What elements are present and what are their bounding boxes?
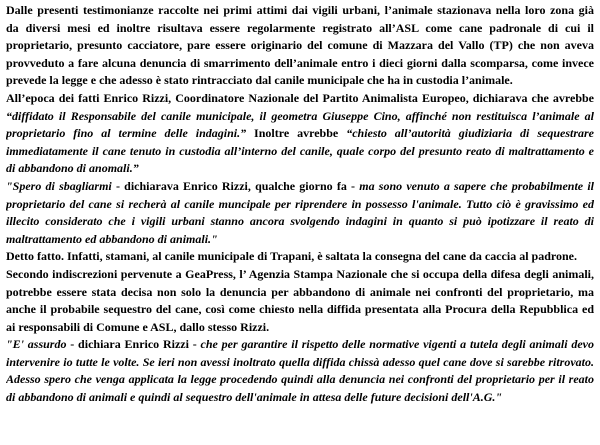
text-line xyxy=(6,231,594,249)
text-line xyxy=(6,213,594,231)
quote-segment: illecito considerato che i vigili urbani stanno ancora svolgendo indagini in quanto si può ipotizzare il reato di xyxy=(6,214,594,229)
quote-segment: di abbandono di animali e quindi al sequestro dell'animale in attesa delle future decisioni dell'A.G." xyxy=(6,390,503,405)
text-line xyxy=(6,160,594,178)
paragraph-p4 xyxy=(6,248,594,266)
text-line xyxy=(6,143,594,161)
text-line xyxy=(6,2,594,20)
text-segment: provveduto a fare alcuna denuncia di smarrimento dell’animale entro i dieci giorni dalla scomparsa, come invece xyxy=(6,55,594,70)
text-line xyxy=(6,301,594,319)
text-line xyxy=(6,284,594,302)
quote-segment: proprietario del cane si recherà al canile muncipale per riprendere in possesso l'animale. Tutto ciò è gravissimo ed xyxy=(6,196,594,211)
text-line xyxy=(6,196,594,214)
text-line xyxy=(6,55,594,73)
text-segment: ai responsabili di Comune e ASL, dallo stesso Rizzi. xyxy=(6,319,270,334)
text-line xyxy=(6,178,594,196)
text-line xyxy=(6,248,594,266)
text-segment: potrebbe essere stata decisa non solo la denuncia per abbandono di animale nei confronti del proprietario, ma xyxy=(6,284,594,299)
quote-segment: maltrattamento ed abbandono di animali." xyxy=(6,231,218,246)
text-segment: - dichiara Enrico Rizzi - xyxy=(66,337,201,352)
quote-segment: “diffidato il Responsabile del canile municipale, il geometra Giuseppe Cino, affinché non restituisca l’animale al xyxy=(6,108,594,123)
quote-segment: "E' assurdo xyxy=(6,337,67,352)
quote-segment: "Spero di sbagliarmi xyxy=(6,178,112,193)
text-segment: Dalle presenti testimonianze raccolte nei primi attimi dai vigili urbani, l’animale stazionava nella loro zona già xyxy=(6,3,594,17)
text-line xyxy=(6,108,594,126)
paragraph-p1 xyxy=(6,2,594,90)
text-segment: anche il probabile sequestro del cane, così come chiesto nella diffida presentata alla Procura della Repubblica ed xyxy=(6,302,594,317)
paragraph-p3 xyxy=(6,178,594,248)
quote-segment: Adesso spero che venga applicata la legge procedendo quindi alla denuncia nei confronti del proprietario per il reato xyxy=(6,372,594,387)
text-segment: - dichiarava Enrico Rizzi, qualche giorno fa - xyxy=(111,178,360,193)
text-line xyxy=(6,371,594,389)
quote-segment: intervenire io tutte le volte. Se ieri non avessi inoltrato quella diffida chissà adesso quel cane dove si sarebbe ritrovato. xyxy=(6,354,594,369)
text-line xyxy=(6,354,594,372)
text-segment: All’epoca dei fatti Enrico Rizzi, Coordinatore Nazionale del Partito Animalista Europeo, dichiarava che avrebbe xyxy=(6,90,594,105)
text-segment: Inoltre avrebbe xyxy=(246,126,347,141)
text-segment: prevede la legge e che adesso è stato rintracciato dal canile municipale che ha in custodia l’animale. xyxy=(6,73,513,88)
text-line xyxy=(6,336,594,354)
quote-segment: proprietario fino al termine delle indagini.” xyxy=(6,126,247,141)
text-line xyxy=(6,125,594,143)
text-line xyxy=(6,90,594,108)
quote-segment: di abbandono di anomali.” xyxy=(6,161,139,176)
paragraph-p6 xyxy=(6,336,594,406)
quote-segment: ma sono venuto a sapere che probabilmente il xyxy=(359,178,594,193)
text-line xyxy=(6,266,594,284)
text-line xyxy=(6,37,594,55)
text-segment: Secondo indiscrezioni pervenute a GeaPress, l’ Agenzia Stampa Nazionale che si occupa della difesa degli animali, xyxy=(6,266,594,281)
text-line xyxy=(6,72,594,90)
text-line xyxy=(6,20,594,38)
quote-segment: immediatamente il cane tenuto in custodia all’interno del canile, quale corpo del presunto reato di maltrattamento e xyxy=(6,143,594,158)
text-line xyxy=(6,389,594,407)
quote-segment: che per garantire il rispetto delle normative vigenti a tutela degli animali devo xyxy=(200,337,594,352)
paragraph-p2 xyxy=(6,90,594,178)
text-segment: proprietario, presunto cacciatore, pare essere originario del comune di Mazzara del Vallo (TP) che non aveva xyxy=(6,38,594,53)
text-segment: da diversi mesi ed inoltre risultava essere regolarmente registrato all’ASL come cane padronale di cui il xyxy=(6,20,594,35)
text-segment: Detto fatto. Infatti, stamani, al canile municipale di Trapani, è saltata la consegna del cane da caccia al padrone. xyxy=(6,249,577,264)
quote-segment: “chiesto all’autorità giudiziaria di sequestrare xyxy=(346,126,594,141)
paragraph-p5 xyxy=(6,266,594,336)
text-line xyxy=(6,319,594,337)
